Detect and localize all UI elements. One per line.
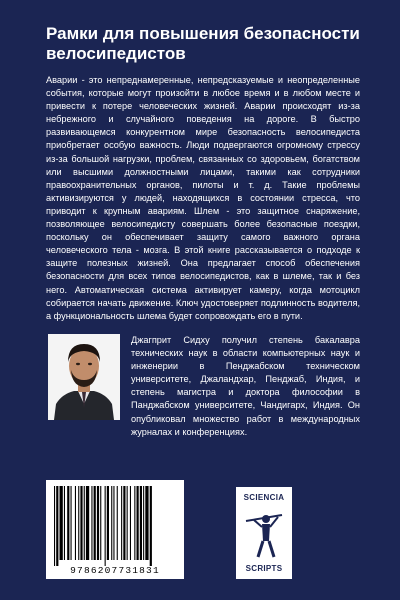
- barcode-bar: [94, 486, 96, 560]
- barcode-bar: [91, 486, 92, 560]
- barcode-bar: [80, 486, 82, 560]
- scientist-figure-icon: [244, 505, 284, 561]
- barcode-bar: [143, 486, 144, 560]
- barcode-bar: [54, 486, 55, 566]
- barcode-bar: [140, 486, 142, 560]
- barcode-bar: [56, 486, 58, 566]
- barcode-bar: [113, 486, 114, 560]
- barcode-bar: [121, 486, 122, 560]
- publisher-logo-bottom-text: SCRIPTS: [245, 564, 283, 573]
- barcode-bar: [75, 486, 76, 560]
- barcode-bar: [97, 486, 99, 560]
- barcode-bar: [78, 486, 79, 560]
- author-photo: [48, 334, 120, 420]
- barcode-bar: [86, 486, 89, 560]
- barcode-bar: [150, 486, 152, 566]
- barcode-bar: [123, 486, 125, 560]
- barcode-bar: [111, 486, 112, 560]
- isbn-number: 9786207731831: [70, 565, 160, 576]
- barcode-bar: [117, 486, 118, 560]
- publisher-logo-top-text: SCIENCIA: [243, 493, 285, 502]
- barcode-bar: [145, 486, 148, 560]
- barcode-bar: [100, 486, 101, 560]
- barcode-bar: [64, 486, 65, 560]
- barcode-bar: [71, 486, 72, 560]
- barcode-bar: [84, 486, 85, 560]
- barcode-bar: [127, 486, 128, 560]
- book-title: Рамки для повышения безопасности велосипедистов: [46, 24, 360, 63]
- isbn-barcode: [46, 480, 184, 579]
- barcode-bar: [105, 486, 106, 566]
- publisher-logo: [236, 487, 292, 579]
- barcode-bar: [134, 486, 135, 560]
- book-blurb: Аварии - это непреднамеренные, непредсказуемые и неопределенные события, которые могут произойти в любое время и в любом месте и привести к потере человеческих жизней. Аварии происходят из-за небрежного и случайного поведения на дороге. В быстро развивающемся конкурентном мире безопасность велосипедиста приобретает особую важность. Люди подвергаются огромному стрессу из-за большой нагрузки, проблем, связанных со здоровьем, богатством или высшими должностными лицами, такими как сотрудники правоохранительных органов, пилоты и т. д. Такие проблемы активизируются у людей, находящихся в состоянии стресса, что приводит к крупным авариям. Шлем - это защитное снаряжение, позволяющее велосипедисту совершать более безопасные поездки, поскольку он обеспечивает защиту самого важного органа человеческого тела - мозга. В этой книге рассказывается о подходе к защите полезных жизней. Она предлагает способ обеспечения безопасности для всех типов велосипедистов, как в шлеме, так и без него. Автоматическая система активирует камеру, когда мотоцикл собирается начать движение. Ключ удостоверяет подлинность водителя, а функциональность шлема будет сопровождать его в пути.: [46, 75, 360, 321]
- barcode-bar: [67, 486, 69, 560]
- barcode-bar: [130, 486, 131, 560]
- barcode-bar: [60, 486, 63, 560]
- barcode-bar: [137, 486, 139, 560]
- author-bio: Джагприт Сидху получил степень бакалавра технических наук в области компьютерных наук и инженерии в Пенджабском техническом университете, Джаландхар, Пенджаб, Индия, и степень магистра и доктора философии в Панджабском университете, Чандигарх, Индия. Он опубликовал множество работ в международных журналах и конференциях.: [131, 335, 360, 437]
- barcode-bar: [107, 486, 109, 560]
